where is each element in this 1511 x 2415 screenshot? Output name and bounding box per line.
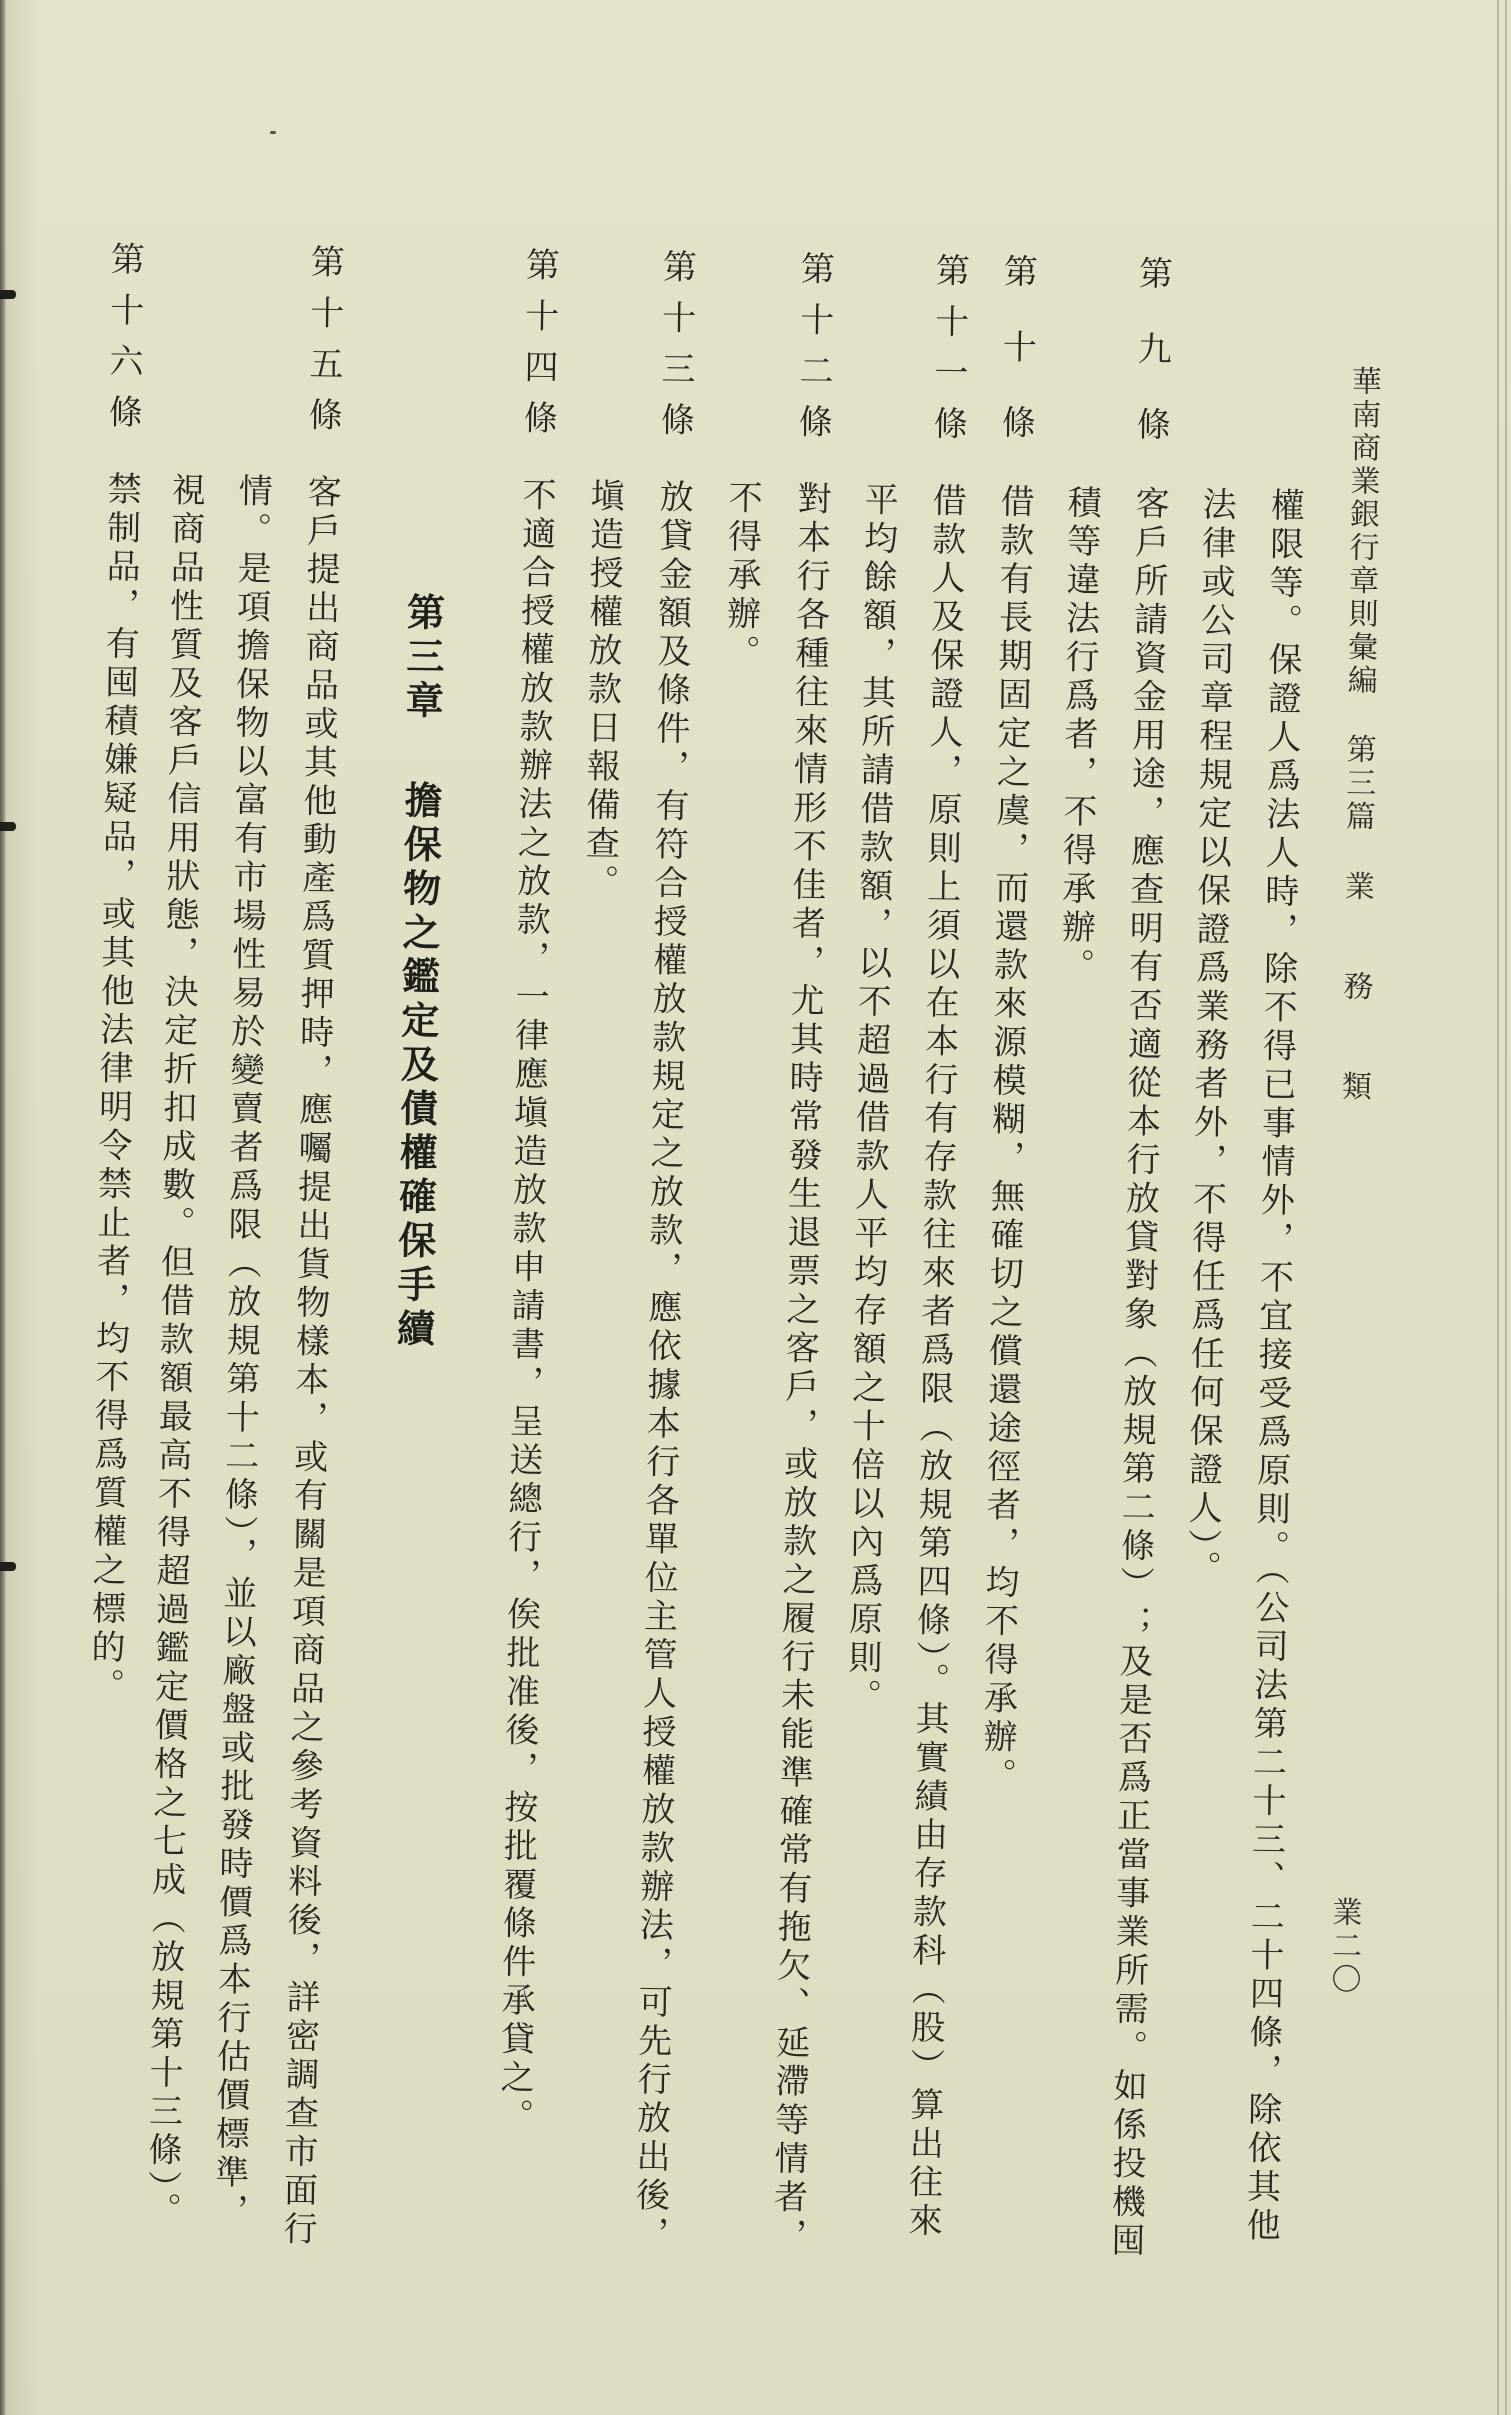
- article-text: 禁制品，有囤積嫌疑品，或其他法律明令禁止者，均不得爲質權之標的。: [84, 470, 142, 1707]
- article-text: 不得承辦。: [719, 479, 763, 674]
- article-text: 塡造授權放款日報備查。: [578, 477, 625, 903]
- article-text: 視商品性質及客戶信用狀態，決定折扣成數。但借款額最高不得超過鑑定價格之七成（放規第十三條）。: [140, 471, 206, 2231]
- article-text: 客戶提出商品或其他動產爲質押時，應囑提出貨物樣本，或有關是項商品之參考資料後，詳密調查市面行: [276, 473, 342, 2250]
- article-label: 第十四條: [516, 246, 560, 452]
- article-text: 借款人及保證人，原則上須以在本行有存款往來者爲限（放規第四條）。其實績由存款科（股）算出往來: [901, 482, 967, 2242]
- continuation-line-1: 權限等。保證人爲法人時，除不得已事情外，不宜接受爲原則。（公司法第二十三、二十四條，除依其他: [1239, 487, 1305, 2247]
- article-label: 第十二條: [791, 250, 835, 455]
- article-text: 放貸金額及條件，有符合授權放款規定之放款，應依據本行各單位主管人授權放款辦法，可先行放出後，: [628, 478, 694, 2255]
- page-number: 業二〇: [1325, 1896, 1362, 1998]
- chapter-number: 第三章: [399, 591, 446, 725]
- article-label: 第十六條: [101, 240, 145, 446]
- chapter-title: 擔保物之鑑定及債權確保手續: [390, 779, 444, 1353]
- continuation-line-2: 法律或公司章程規定以保證爲業務者外，不得任爲任何保證人）。: [1181, 486, 1237, 1589]
- article-text: 積等違法行爲者，不得承辦。: [1054, 484, 1102, 987]
- article-label: 第十一條: [926, 252, 970, 457]
- running-header-part: 第三篇: [1339, 733, 1376, 835]
- article-text: 平均餘額，其所請借款額，以不超過借款人平均存額之十倍以內爲原則。: [841, 481, 899, 1718]
- article-text: 不適合授權放款辦法之放款，一律應塡造放款申請書，呈送總行，俟批准後，按批覆條件承貸之。: [493, 476, 557, 2137]
- article-label: 第九條: [1129, 255, 1173, 483]
- article-text: 情。是項擔保物以富有市場性易於變賣者爲限（放規第十二條），並以廠盤或批發時價爲本行估價標準，: [207, 472, 273, 2232]
- running-header-book-title: 華南商業銀行章則彙編: [1341, 365, 1382, 698]
- article-label: 第十五條: [301, 243, 345, 449]
- article-text: 借款有長期固定之虞，而還款來源模糊，無確切之償還途徑者，均不得承辦。: [976, 483, 1035, 1797]
- article-label: 第十條: [994, 253, 1038, 481]
- article-text: 對本行各種往來情形不佳者，尤其時常發生退票之客戶，或放款之履行未能準確常有拖欠、延滯等情者，: [766, 480, 832, 2257]
- article-label: 第十三條: [653, 248, 697, 454]
- article-text: 客戶所請資金用途，應查明有否適從本行放貸對象（放規第二條）；及是否爲正當事業所需。如係投機囤: [1104, 485, 1170, 2262]
- running-header-category: 業務類: [1334, 870, 1375, 1171]
